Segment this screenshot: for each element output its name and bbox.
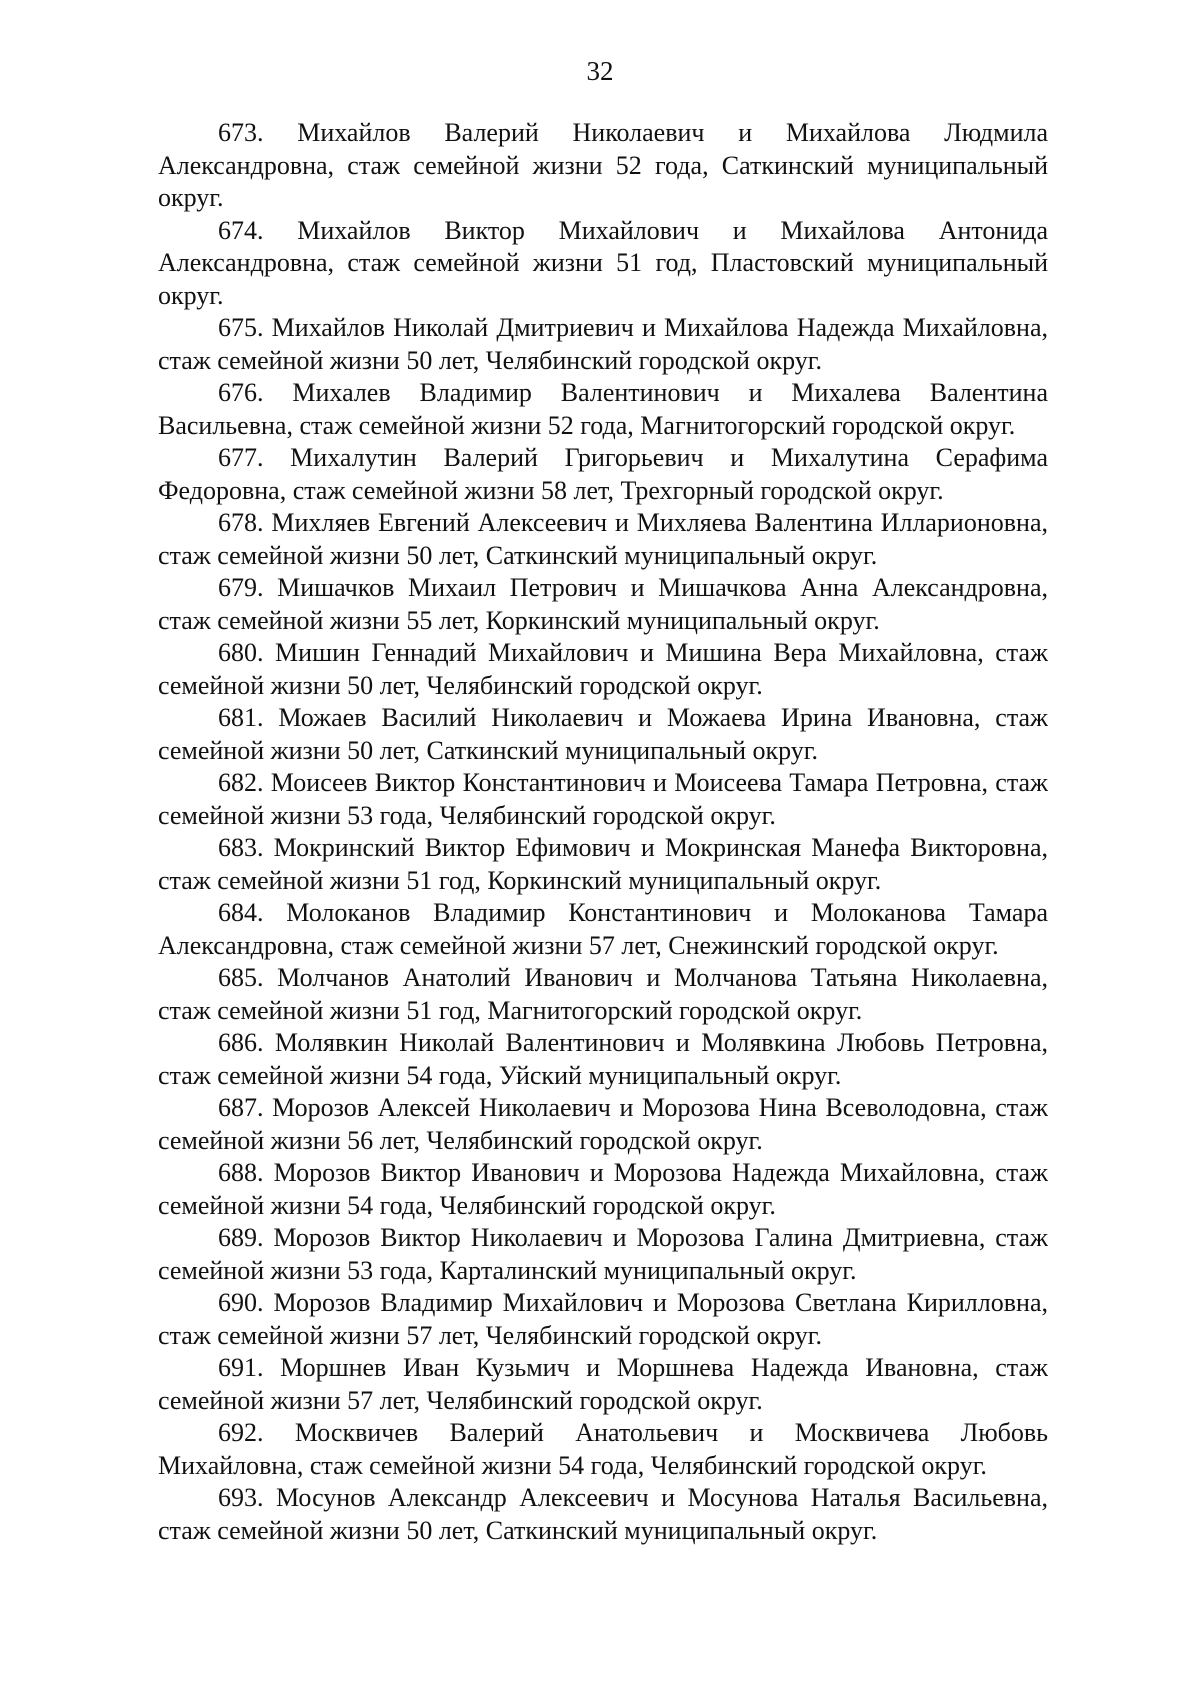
list-item: 689. Морозов Виктор Николаевич и Морозова Галина Дмитриевна, стаж семейной жизни 53 года, Карталинский муниципальный округ.	[158, 1223, 1048, 1285]
entry-list	[158, 117, 1048, 1547]
list-item: 676. Михалев Владимир Валентинович и Михалева Валентина Васильевна, стаж семейной жизни 52 года, Магнитогорский городской округ.	[158, 378, 1048, 440]
list-item: 688. Морозов Виктор Иванович и Морозова Надежда Михайловна, стаж семейной жизни 54 года, Челябинский городской округ.	[158, 1158, 1048, 1220]
list-item: 674. Михайлов Виктор Михайлович и Михайлова Антонида Александровна, стаж семейной жизни 51 год, Пластовский муниципальный округ.	[158, 215, 1048, 310]
list-item: 673. Михайлов Валерий Николаевич и Михайлова Людмила Александровна, стаж семейной жизни 52 года, Саткинский муниципальный округ.	[158, 118, 1048, 212]
list-item: 678. Михляев Евгений Алексеевич и Михляева Валентина Илларионовна, стаж семейной жизни 50 лет, Саткинский муниципальный округ.	[158, 508, 1048, 570]
list-item: 683. Мокринский Виктор Ефимович и Мокринская Манефа Викторовна, стаж семейной жизни 51 год, Коркинский муниципальный округ.	[158, 833, 1048, 895]
list-item: 677. Михалутин Валерий Григорьевич и Михалутина Серафима Федоровна, стаж семейной жизни 58 лет, Трехгорный городской округ.	[158, 443, 1048, 505]
list-item: 687. Морозов Алексей Николаевич и Морозова Нина Всеволодовна, стаж семейной жизни 56 лет, Челябинский городской округ.	[158, 1093, 1048, 1155]
list-item: 686. Молявкин Николай Валентинович и Молявкина Любовь Петровна, стаж семейной жизни 54 года, Уйский муниципальный округ.	[158, 1028, 1048, 1090]
list-item: 682. Моисеев Виктор Константинович и Моисеева Тамара Петровна, стаж семейной жизни 53 года, Челябинский городской округ.	[158, 768, 1048, 830]
page-number: 32	[586, 56, 614, 86]
list-item: 685. Молчанов Анатолий Иванович и Молчанова Татьяна Николаевна, стаж семейной жизни 51 год, Магнитогорский городской округ.	[158, 963, 1048, 1025]
list-item: 680. Мишин Геннадий Михайлович и Мишина Вера Михайловна, стаж семейной жизни 50 лет, Челябинский городской округ.	[158, 638, 1048, 700]
list-item: 693. Мосунов Александр Алексеевич и Мосунова Наталья Васильевна, стаж семейной жизни 50 лет, Саткинский муниципальный округ.	[158, 1483, 1048, 1545]
list-item: 675. Михайлов Николай Дмитриевич и Михайлова Надежда Михайловна, стаж семейной жизни 50 лет, Челябинский городской округ.	[158, 313, 1048, 375]
list-item: 692. Москвичев Валерий Анатольевич и Москвичева Любовь Михайловна, стаж семейной жизни 54 года, Челябинский городской округ.	[158, 1418, 1048, 1480]
list-item: 691. Моршнев Иван Кузьмич и Моршнева Надежда Ивановна, стаж семейной жизни 57 лет, Челябинский городской округ.	[158, 1353, 1048, 1415]
list-item: 684. Молоканов Владимир Константинович и Молоканова Тамара Александровна, стаж семейной жизни 57 лет, Снежинский городской округ.	[158, 898, 1048, 960]
list-item: 679. Мишачков Михаил Петрович и Мишачкова Анна Александровна, стаж семейной жизни 55 лет, Коркинский муниципальный округ.	[158, 573, 1048, 635]
list-item: 681. Можаев Василий Николаевич и Можаева Ирина Ивановна, стаж семейной жизни 50 лет, Саткинский муниципальный округ.	[158, 703, 1048, 765]
list-item: 690. Морозов Владимир Михайлович и Морозова Светлана Кирилловна, стаж семейной жизни 57 лет, Челябинский городской округ.	[158, 1288, 1048, 1350]
